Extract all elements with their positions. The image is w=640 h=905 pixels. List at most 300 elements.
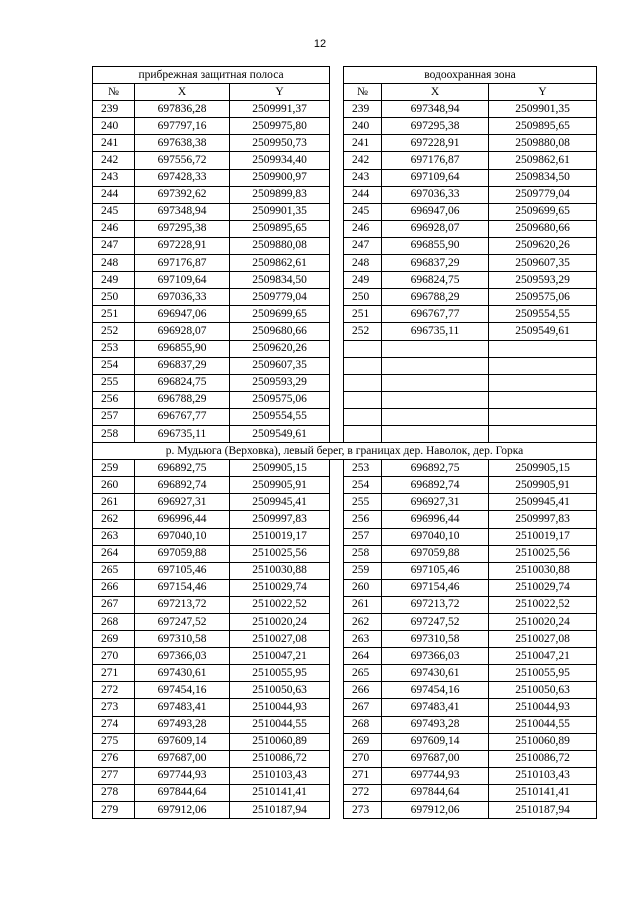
left-point-number: 253: [93, 340, 135, 357]
right-point-number: 253: [344, 460, 382, 477]
right-point-number: 256: [344, 511, 382, 528]
left-point-number: 245: [93, 203, 135, 220]
right-point-number: 247: [344, 237, 382, 254]
right-x-value: 697687,00: [382, 750, 489, 767]
left-x-value: 697430,61: [135, 665, 230, 682]
table-row: [93, 750, 597, 767]
left-point-number: 264: [93, 545, 135, 562]
right-x-value: 696855,90: [382, 237, 489, 254]
left-x-value: 696928,07: [135, 323, 230, 340]
table-row: [93, 340, 597, 357]
column-gap: [330, 272, 344, 289]
right-y-value: 2510047,21: [489, 648, 597, 665]
left-y-value: 2509620,26: [230, 340, 330, 357]
left-x-value: 697366,03: [135, 648, 230, 665]
right-y-value: 2509862,61: [489, 152, 597, 169]
left-point-number: 261: [93, 494, 135, 511]
right-y-value: 2510103,43: [489, 767, 597, 784]
right-table-title: водоохранная зона: [344, 67, 597, 84]
left-point-number: 252: [93, 323, 135, 340]
right-point-number: 263: [344, 631, 382, 648]
table-row: [93, 545, 597, 562]
right-x-value: 697454,16: [382, 682, 489, 699]
page-number: 12: [313, 38, 327, 50]
column-gap: [330, 118, 344, 135]
section-title-row: [93, 443, 597, 460]
column-gap: [330, 682, 344, 699]
right-point-number: 245: [344, 203, 382, 220]
right-x-value: 697105,46: [382, 562, 489, 579]
left-y-value: 2509934,40: [230, 152, 330, 169]
right-x-value: 696947,06: [382, 203, 489, 220]
left-y-value: 2509991,37: [230, 101, 330, 118]
column-gap: [330, 374, 344, 391]
column-gap: [330, 579, 344, 596]
left-point-number: 278: [93, 784, 135, 801]
left-x-value: 697428,33: [135, 169, 230, 186]
left-y-value: 2510047,21: [230, 648, 330, 665]
left-x-value: 697247,52: [135, 614, 230, 631]
column-gap: [330, 494, 344, 511]
coordinates-table: [92, 66, 597, 819]
left-x-value: 697556,72: [135, 152, 230, 169]
column-gap: [330, 477, 344, 494]
right-y-value: [489, 340, 597, 357]
left-point-number: 273: [93, 699, 135, 716]
left-header-no: №: [93, 84, 135, 101]
right-x-value: 696996,44: [382, 511, 489, 528]
right-x-value: 697213,72: [382, 596, 489, 613]
column-gap: [330, 733, 344, 750]
left-y-value: 2509899,83: [230, 186, 330, 203]
left-y-value: 2509950,73: [230, 135, 330, 152]
left-y-value: 2510050,63: [230, 682, 330, 699]
column-gap: [330, 596, 344, 613]
column-gap: [330, 101, 344, 118]
column-gap: [330, 391, 344, 408]
table-row: [93, 716, 597, 733]
left-x-value: 697310,58: [135, 631, 230, 648]
right-x-value: 697912,06: [382, 802, 489, 819]
right-point-number: 255: [344, 494, 382, 511]
left-point-number: 260: [93, 477, 135, 494]
right-x-value: 696892,75: [382, 460, 489, 477]
column-gap: [330, 716, 344, 733]
column-gap: [330, 511, 344, 528]
column-gap: [330, 169, 344, 186]
left-y-value: 2510020,24: [230, 614, 330, 631]
left-y-value: 2509945,41: [230, 494, 330, 511]
left-x-value: 696735,11: [135, 425, 230, 442]
right-y-value: 2509880,08: [489, 135, 597, 152]
left-point-number: 270: [93, 648, 135, 665]
table-row: [93, 477, 597, 494]
left-point-number: 244: [93, 186, 135, 203]
left-x-value: 697797,16: [135, 118, 230, 135]
right-x-value: 696928,07: [382, 220, 489, 237]
right-x-value: [382, 374, 489, 391]
left-point-number: 251: [93, 306, 135, 323]
right-y-value: 2509549,61: [489, 323, 597, 340]
left-y-value: 2509554,55: [230, 408, 330, 425]
right-point-number: [344, 425, 382, 442]
left-y-value: 2509895,65: [230, 220, 330, 237]
column-gap: [330, 135, 344, 152]
left-x-value: 697059,88: [135, 545, 230, 562]
table-row: [93, 272, 597, 289]
left-x-value: 697609,14: [135, 733, 230, 750]
left-x-value: 697687,00: [135, 750, 230, 767]
right-y-value: 2509607,35: [489, 255, 597, 272]
table-row: [93, 391, 597, 408]
right-y-value: 2509834,50: [489, 169, 597, 186]
right-x-value: 697348,94: [382, 101, 489, 118]
table-row: [93, 374, 597, 391]
table-row: [93, 699, 597, 716]
table-title-row: [93, 67, 597, 84]
left-x-value: 696996,44: [135, 511, 230, 528]
right-point-number: 266: [344, 682, 382, 699]
right-point-number: 265: [344, 665, 382, 682]
column-gap: [330, 699, 344, 716]
table-row: [93, 767, 597, 784]
right-y-value: 2509779,04: [489, 186, 597, 203]
right-y-value: 2509997,83: [489, 511, 597, 528]
right-y-value: 2509699,65: [489, 203, 597, 220]
right-y-value: [489, 408, 597, 425]
right-y-value: 2510044,55: [489, 716, 597, 733]
left-y-value: 2509593,29: [230, 374, 330, 391]
left-y-value: 2510029,74: [230, 579, 330, 596]
table-row: [93, 220, 597, 237]
right-y-value: 2510029,74: [489, 579, 597, 596]
right-x-value: 697059,88: [382, 545, 489, 562]
left-header-x: X: [135, 84, 230, 101]
table-row: [93, 135, 597, 152]
left-x-value: 696837,29: [135, 357, 230, 374]
table-row: [93, 733, 597, 750]
right-point-number: 239: [344, 101, 382, 118]
left-table-title: прибрежная защитная полоса: [93, 67, 330, 84]
table-row: [93, 425, 597, 442]
right-point-number: 271: [344, 767, 382, 784]
left-point-number: 268: [93, 614, 135, 631]
right-y-value: 2509593,29: [489, 272, 597, 289]
column-gap: [330, 67, 344, 84]
right-point-number: 252: [344, 323, 382, 340]
column-gap: [330, 203, 344, 220]
right-x-value: 696892,74: [382, 477, 489, 494]
left-point-number: 275: [93, 733, 135, 750]
table-row: [93, 408, 597, 425]
right-x-value: 697844,64: [382, 784, 489, 801]
right-y-value: 2509680,66: [489, 220, 597, 237]
left-y-value: 2510030,88: [230, 562, 330, 579]
left-point-number: 250: [93, 289, 135, 306]
right-y-value: 2510060,89: [489, 733, 597, 750]
right-x-value: 697040,10: [382, 528, 489, 545]
column-gap: [330, 255, 344, 272]
right-point-number: 241: [344, 135, 382, 152]
column-gap: [330, 614, 344, 631]
column-gap: [330, 562, 344, 579]
right-y-value: 2509554,55: [489, 306, 597, 323]
right-x-value: 697430,61: [382, 665, 489, 682]
right-x-value: 697228,91: [382, 135, 489, 152]
right-point-number: 268: [344, 716, 382, 733]
left-x-value: 697844,64: [135, 784, 230, 801]
column-gap: [330, 340, 344, 357]
right-y-value: 2509575,06: [489, 289, 597, 306]
left-x-value: 697454,16: [135, 682, 230, 699]
left-point-number: 274: [93, 716, 135, 733]
left-x-value: 697744,93: [135, 767, 230, 784]
right-y-value: 2509620,26: [489, 237, 597, 254]
right-point-number: 246: [344, 220, 382, 237]
left-y-value: 2509905,91: [230, 477, 330, 494]
table-row: [93, 511, 597, 528]
column-gap: [330, 425, 344, 442]
left-point-number: 242: [93, 152, 135, 169]
coordinates-table-body: [93, 67, 597, 819]
right-point-number: 260: [344, 579, 382, 596]
right-header-y: Y: [489, 84, 597, 101]
right-point-number: 243: [344, 169, 382, 186]
left-point-number: 248: [93, 255, 135, 272]
table-row: [93, 186, 597, 203]
left-x-value: 697154,46: [135, 579, 230, 596]
right-x-value: 697154,46: [382, 579, 489, 596]
column-gap: [330, 631, 344, 648]
right-point-number: 267: [344, 699, 382, 716]
left-y-value: 2510019,17: [230, 528, 330, 545]
column-gap: [330, 152, 344, 169]
right-point-number: 270: [344, 750, 382, 767]
left-y-value: 2509862,61: [230, 255, 330, 272]
right-x-value: 696735,11: [382, 323, 489, 340]
left-point-number: 249: [93, 272, 135, 289]
column-gap: [330, 545, 344, 562]
left-y-value: 2510044,93: [230, 699, 330, 716]
right-x-value: 697109,64: [382, 169, 489, 186]
left-y-value: 2510044,55: [230, 716, 330, 733]
right-point-number: 254: [344, 477, 382, 494]
left-y-value: 2509575,06: [230, 391, 330, 408]
right-point-number: 258: [344, 545, 382, 562]
left-point-number: 258: [93, 425, 135, 442]
column-gap: [330, 186, 344, 203]
left-x-value: 696892,75: [135, 460, 230, 477]
right-point-number: [344, 391, 382, 408]
left-x-value: 697105,46: [135, 562, 230, 579]
left-x-value: 696824,75: [135, 374, 230, 391]
table-row: [93, 631, 597, 648]
right-x-value: 697609,14: [382, 733, 489, 750]
left-point-number: 255: [93, 374, 135, 391]
left-x-value: 697040,10: [135, 528, 230, 545]
left-point-number: 254: [93, 357, 135, 374]
right-x-value: [382, 357, 489, 374]
column-gap: [330, 323, 344, 340]
right-y-value: 2510086,72: [489, 750, 597, 767]
right-y-value: [489, 425, 597, 442]
right-y-value: [489, 374, 597, 391]
column-gap: [330, 357, 344, 374]
left-x-value: 697638,38: [135, 135, 230, 152]
table-row: [93, 169, 597, 186]
left-point-number: 276: [93, 750, 135, 767]
table-row: [93, 357, 597, 374]
right-x-value: 697366,03: [382, 648, 489, 665]
right-point-number: 269: [344, 733, 382, 750]
right-x-value: [382, 391, 489, 408]
left-y-value: 2510103,43: [230, 767, 330, 784]
right-point-number: [344, 374, 382, 391]
left-point-number: 257: [93, 408, 135, 425]
table-row: [93, 784, 597, 801]
right-x-value: 697295,38: [382, 118, 489, 135]
left-y-value: 2510027,08: [230, 631, 330, 648]
right-point-number: 242: [344, 152, 382, 169]
left-point-number: 272: [93, 682, 135, 699]
left-x-value: 696767,77: [135, 408, 230, 425]
left-point-number: 263: [93, 528, 135, 545]
table-row: [93, 118, 597, 135]
right-point-number: 250: [344, 289, 382, 306]
section-title: р. Мудьюга (Верховка), левый берег, в границах дер. Наволок, дер. Горка: [93, 443, 597, 460]
left-x-value: 697109,64: [135, 272, 230, 289]
table-row: [93, 579, 597, 596]
column-gap: [330, 528, 344, 545]
right-x-value: 696788,29: [382, 289, 489, 306]
left-x-value: 697483,41: [135, 699, 230, 716]
right-x-value: [382, 340, 489, 357]
column-gap: [330, 220, 344, 237]
table-row: [93, 596, 597, 613]
right-x-value: 697310,58: [382, 631, 489, 648]
table-row: [93, 460, 597, 477]
right-point-number: 259: [344, 562, 382, 579]
left-x-value: 697036,33: [135, 289, 230, 306]
table-row: [93, 152, 597, 169]
table-row: [93, 682, 597, 699]
table-row: [93, 323, 597, 340]
right-point-number: 272: [344, 784, 382, 801]
left-y-value: 2509549,61: [230, 425, 330, 442]
right-y-value: 2510019,17: [489, 528, 597, 545]
left-x-value: 697295,38: [135, 220, 230, 237]
left-y-value: 2509905,15: [230, 460, 330, 477]
right-header-x: X: [382, 84, 489, 101]
right-point-number: 249: [344, 272, 382, 289]
left-y-value: 2509975,80: [230, 118, 330, 135]
left-y-value: 2510022,52: [230, 596, 330, 613]
left-y-value: 2510187,94: [230, 802, 330, 819]
table-row: [93, 306, 597, 323]
column-gap: [330, 289, 344, 306]
right-x-value: 697176,87: [382, 152, 489, 169]
column-gap: [330, 767, 344, 784]
right-x-value: 696837,29: [382, 255, 489, 272]
right-x-value: 697036,33: [382, 186, 489, 203]
right-y-value: 2510050,63: [489, 682, 597, 699]
right-point-number: [344, 357, 382, 374]
table-row: [93, 203, 597, 220]
table-row: [93, 528, 597, 545]
right-y-value: 2509945,41: [489, 494, 597, 511]
right-y-value: 2510055,95: [489, 665, 597, 682]
left-y-value: 2509901,35: [230, 203, 330, 220]
right-y-value: 2509895,65: [489, 118, 597, 135]
column-gap: [330, 802, 344, 819]
right-point-number: 264: [344, 648, 382, 665]
table-row: [93, 289, 597, 306]
left-y-value: 2510141,41: [230, 784, 330, 801]
right-x-value: 697483,41: [382, 699, 489, 716]
column-gap: [330, 784, 344, 801]
right-x-value: 696824,75: [382, 272, 489, 289]
right-x-value: 697744,93: [382, 767, 489, 784]
right-point-number: 262: [344, 614, 382, 631]
left-y-value: 2509900,97: [230, 169, 330, 186]
right-y-value: 2510022,52: [489, 596, 597, 613]
right-y-value: 2510044,93: [489, 699, 597, 716]
left-x-value: 697912,06: [135, 802, 230, 819]
left-x-value: 696927,31: [135, 494, 230, 511]
right-point-number: 251: [344, 306, 382, 323]
table-row: [93, 562, 597, 579]
column-gap: [330, 460, 344, 477]
column-gap: [330, 306, 344, 323]
left-point-number: 262: [93, 511, 135, 528]
right-x-value: [382, 408, 489, 425]
column-gap: [330, 237, 344, 254]
left-y-value: 2509880,08: [230, 237, 330, 254]
right-point-number: [344, 340, 382, 357]
table-row: [93, 614, 597, 631]
column-gap: [330, 84, 344, 101]
right-y-value: 2510027,08: [489, 631, 597, 648]
left-point-number: 246: [93, 220, 135, 237]
right-y-value: 2509905,91: [489, 477, 597, 494]
left-x-value: 696855,90: [135, 340, 230, 357]
left-y-value: 2509699,65: [230, 306, 330, 323]
right-point-number: 257: [344, 528, 382, 545]
table-header-row: [93, 84, 597, 101]
column-gap: [330, 408, 344, 425]
right-point-number: 244: [344, 186, 382, 203]
left-x-value: 697228,91: [135, 237, 230, 254]
left-point-number: 247: [93, 237, 135, 254]
column-gap: [330, 750, 344, 767]
left-point-number: 243: [93, 169, 135, 186]
left-header-y: Y: [230, 84, 330, 101]
right-y-value: 2510020,24: [489, 614, 597, 631]
right-point-number: 240: [344, 118, 382, 135]
column-gap: [330, 648, 344, 665]
left-x-value: 696947,06: [135, 306, 230, 323]
table-row: [93, 494, 597, 511]
left-y-value: 2509779,04: [230, 289, 330, 306]
right-x-value: 696767,77: [382, 306, 489, 323]
left-x-value: 696892,74: [135, 477, 230, 494]
table-row: [93, 665, 597, 682]
right-y-value: [489, 391, 597, 408]
right-y-value: 2510025,56: [489, 545, 597, 562]
left-y-value: 2509680,66: [230, 323, 330, 340]
table-row: [93, 802, 597, 819]
left-point-number: 269: [93, 631, 135, 648]
